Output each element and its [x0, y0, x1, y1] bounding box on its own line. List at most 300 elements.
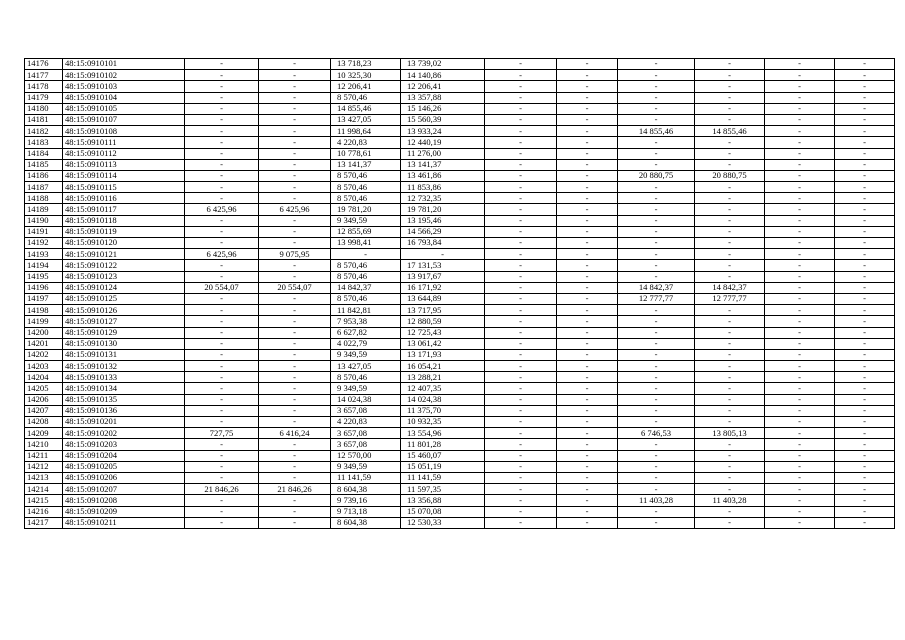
row-number-cell: 14187	[25, 182, 63, 193]
value-col-4-cell: -	[259, 327, 331, 338]
cadastral-number-cell: 48:15:0910102	[63, 70, 185, 81]
value-col-4-cell: -	[259, 338, 331, 349]
value-col-12-cell: -	[835, 383, 895, 394]
cadastral-number-cell: 48:15:0910107	[63, 114, 185, 125]
table-row	[25, 126, 895, 137]
value-col-8-cell: -	[557, 495, 618, 506]
value-col-11-cell: -	[765, 159, 835, 170]
cadastral-number-cell: 48:15:0910118	[63, 215, 185, 226]
value-col-3-cell: -	[185, 495, 259, 506]
value-col-11-cell: -	[765, 506, 835, 517]
cadastral-number-cell: 48:15:0910211	[63, 517, 185, 528]
value-col-12-cell: -	[835, 293, 895, 304]
value-col-8-cell: -	[557, 305, 618, 316]
value-col-5-cell: 3 657,08	[331, 439, 401, 450]
value-col-5-cell: 10 325,30	[331, 70, 401, 81]
value-col-8-cell: -	[557, 372, 618, 383]
cadastral-number-cell: 48:15:0910120	[63, 238, 185, 249]
cadastral-values-table	[24, 58, 895, 529]
value-col-3-cell: -	[185, 327, 259, 338]
value-col-11-cell: -	[765, 114, 835, 125]
value-col-3-cell: -	[185, 159, 259, 170]
row-number-cell: 14204	[25, 372, 63, 383]
table-row	[25, 226, 895, 237]
value-col-6-cell: 14 140,86	[401, 70, 485, 81]
value-col-3-cell: -	[185, 361, 259, 372]
value-col-7-cell: -	[485, 92, 557, 103]
value-col-10-cell: -	[695, 103, 765, 114]
value-col-7-cell: -	[485, 361, 557, 372]
value-col-6-cell: 16 793,84	[401, 238, 485, 249]
row-number-cell: 14217	[25, 517, 63, 528]
value-col-8-cell: -	[557, 249, 618, 260]
value-col-4-cell: -	[259, 103, 331, 114]
value-col-10-cell: -	[695, 215, 765, 226]
value-col-11-cell: -	[765, 472, 835, 483]
value-col-3-cell: -	[185, 293, 259, 304]
value-col-9-cell: -	[618, 137, 695, 148]
value-col-11-cell: -	[765, 305, 835, 316]
value-col-4-cell: -	[259, 92, 331, 103]
value-col-7-cell: -	[485, 238, 557, 249]
value-col-3-cell: -	[185, 338, 259, 349]
value-col-4-cell: -	[259, 372, 331, 383]
value-col-4-cell: -	[259, 405, 331, 416]
value-col-8-cell: -	[557, 81, 618, 92]
value-col-8-cell: -	[557, 338, 618, 349]
value-col-9-cell: -	[618, 182, 695, 193]
value-col-4-cell: -	[259, 461, 331, 472]
value-col-8-cell: -	[557, 349, 618, 360]
value-col-5-cell: 8 570,46	[331, 182, 401, 193]
value-col-11-cell: -	[765, 349, 835, 360]
value-col-9-cell: 14 855,46	[618, 126, 695, 137]
table-row	[25, 271, 895, 282]
value-col-4-cell: -	[259, 126, 331, 137]
value-col-11-cell: -	[765, 92, 835, 103]
value-col-3-cell: -	[185, 383, 259, 394]
value-col-5-cell: 9 349,59	[331, 383, 401, 394]
value-col-10-cell: -	[695, 361, 765, 372]
cadastral-number-cell: 48:15:0910134	[63, 383, 185, 394]
cadastral-number-cell: 48:15:0910135	[63, 394, 185, 405]
row-number-cell: 14212	[25, 461, 63, 472]
value-col-7-cell: -	[485, 204, 557, 215]
value-col-10-cell: 14 842,37	[695, 282, 765, 293]
value-col-11-cell: -	[765, 517, 835, 528]
value-col-4-cell: -	[259, 271, 331, 282]
value-col-4-cell: -	[259, 170, 331, 181]
value-col-6-cell: 12 880,59	[401, 316, 485, 327]
value-col-10-cell: -	[695, 484, 765, 495]
value-col-7-cell: -	[485, 394, 557, 405]
row-number-cell: 14183	[25, 137, 63, 148]
value-col-6-cell: 13 288,21	[401, 372, 485, 383]
value-col-6-cell: 16 054,21	[401, 361, 485, 372]
value-col-9-cell: -	[618, 260, 695, 271]
row-number-cell: 14192	[25, 238, 63, 249]
table-row	[25, 506, 895, 517]
value-col-11-cell: -	[765, 484, 835, 495]
value-col-11-cell: -	[765, 417, 835, 428]
table-row	[25, 305, 895, 316]
value-col-8-cell: -	[557, 327, 618, 338]
cadastral-number-cell: 48:15:0910111	[63, 137, 185, 148]
value-col-6-cell: 13 644,89	[401, 293, 485, 304]
value-col-6-cell: 11 375,70	[401, 405, 485, 416]
value-col-8-cell: -	[557, 271, 618, 282]
value-col-8-cell: -	[557, 517, 618, 528]
value-col-8-cell: -	[557, 70, 618, 81]
cadastral-number-cell: 48:15:0910209	[63, 506, 185, 517]
table-row	[25, 439, 895, 450]
value-col-8-cell: -	[557, 260, 618, 271]
value-col-5-cell: 9 349,59	[331, 215, 401, 226]
value-col-12-cell: -	[835, 305, 895, 316]
value-col-9-cell: -	[618, 338, 695, 349]
value-col-10-cell: 12 777,77	[695, 293, 765, 304]
value-col-5-cell: 8 570,46	[331, 92, 401, 103]
value-col-4-cell: -	[259, 114, 331, 125]
value-col-3-cell: -	[185, 114, 259, 125]
value-col-8-cell: -	[557, 193, 618, 204]
value-col-10-cell: -	[695, 70, 765, 81]
value-col-6-cell: 13 171,93	[401, 349, 485, 360]
value-col-10-cell: -	[695, 114, 765, 125]
value-col-3-cell: -	[185, 170, 259, 181]
table-row	[25, 472, 895, 483]
value-col-9-cell: -	[618, 81, 695, 92]
value-col-6-cell: 13 141,37	[401, 159, 485, 170]
value-col-9-cell: -	[618, 226, 695, 237]
value-col-8-cell: -	[557, 92, 618, 103]
value-col-7-cell: -	[485, 170, 557, 181]
value-col-7-cell: -	[485, 383, 557, 394]
value-col-6-cell: 10 932,35	[401, 417, 485, 428]
value-col-11-cell: -	[765, 461, 835, 472]
table-row	[25, 293, 895, 304]
table-row	[25, 327, 895, 338]
value-col-7-cell: -	[485, 260, 557, 271]
cadastral-number-cell: 48:15:0910101	[63, 59, 185, 70]
value-col-9-cell: -	[618, 204, 695, 215]
value-col-9-cell: -	[618, 461, 695, 472]
value-col-10-cell: -	[695, 226, 765, 237]
value-col-4-cell: -	[259, 417, 331, 428]
value-col-5-cell: 12 570,00	[331, 450, 401, 461]
value-col-9-cell: -	[618, 484, 695, 495]
cadastral-number-cell: 48:15:0910122	[63, 260, 185, 271]
value-col-12-cell: -	[835, 271, 895, 282]
value-col-12-cell: -	[835, 159, 895, 170]
value-col-5-cell: 9 349,59	[331, 461, 401, 472]
value-col-9-cell: -	[618, 70, 695, 81]
row-number-cell: 14195	[25, 271, 63, 282]
value-col-9-cell: -	[618, 316, 695, 327]
value-col-10-cell: -	[695, 517, 765, 528]
value-col-10-cell: -	[695, 327, 765, 338]
value-col-4-cell: -	[259, 439, 331, 450]
table-row	[25, 405, 895, 416]
value-col-10-cell: -	[695, 349, 765, 360]
value-col-11-cell: -	[765, 238, 835, 249]
row-number-cell: 14202	[25, 349, 63, 360]
cadastral-number-cell: 48:15:0910206	[63, 472, 185, 483]
value-col-6-cell: 13 739,02	[401, 59, 485, 70]
value-col-3-cell: -	[185, 81, 259, 92]
value-col-9-cell: -	[618, 148, 695, 159]
row-number-cell: 14176	[25, 59, 63, 70]
value-col-6-cell: 14 566,29	[401, 226, 485, 237]
table-row	[25, 114, 895, 125]
row-number-cell: 14203	[25, 361, 63, 372]
value-col-8-cell: -	[557, 170, 618, 181]
value-col-12-cell: -	[835, 182, 895, 193]
value-col-4-cell: -	[259, 81, 331, 92]
value-col-3-cell: 727,75	[185, 428, 259, 439]
value-col-9-cell: -	[618, 114, 695, 125]
row-number-cell: 14190	[25, 215, 63, 226]
value-col-6-cell: 11 141,59	[401, 472, 485, 483]
cadastral-number-cell: 48:15:0910112	[63, 148, 185, 159]
value-col-11-cell: -	[765, 327, 835, 338]
value-col-5-cell: 13 427,05	[331, 361, 401, 372]
value-col-4-cell: -	[259, 305, 331, 316]
value-col-5-cell: 8 570,46	[331, 372, 401, 383]
value-col-7-cell: -	[485, 506, 557, 517]
row-number-cell: 14211	[25, 450, 63, 461]
value-col-8-cell: -	[557, 506, 618, 517]
value-col-7-cell: -	[485, 517, 557, 528]
value-col-9-cell: 11 403,28	[618, 495, 695, 506]
value-col-5-cell: 4 220,83	[331, 137, 401, 148]
value-col-5-cell: 8 570,46	[331, 293, 401, 304]
value-col-5-cell: 13 718,23	[331, 59, 401, 70]
value-col-6-cell: 12 725,43	[401, 327, 485, 338]
value-col-5-cell: 14 024,38	[331, 394, 401, 405]
value-col-9-cell: -	[618, 271, 695, 282]
cadastral-number-cell: 48:15:0910126	[63, 305, 185, 316]
cadastral-number-cell: 48:15:0910124	[63, 282, 185, 293]
value-col-8-cell: -	[557, 394, 618, 405]
value-col-5-cell: 11 842,81	[331, 305, 401, 316]
cadastral-number-cell: 48:15:0910129	[63, 327, 185, 338]
value-col-10-cell: -	[695, 159, 765, 170]
value-col-11-cell: -	[765, 59, 835, 70]
value-col-11-cell: -	[765, 193, 835, 204]
value-col-9-cell: -	[618, 372, 695, 383]
value-col-4-cell: -	[259, 506, 331, 517]
value-col-12-cell: -	[835, 472, 895, 483]
value-col-12-cell: -	[835, 394, 895, 405]
value-col-11-cell: -	[765, 372, 835, 383]
cadastral-number-cell: 48:15:0910204	[63, 450, 185, 461]
value-col-6-cell: -	[401, 249, 485, 260]
table-row	[25, 428, 895, 439]
value-col-6-cell: 13 554,96	[401, 428, 485, 439]
value-col-4-cell: -	[259, 316, 331, 327]
value-col-9-cell: -	[618, 103, 695, 114]
value-col-11-cell: -	[765, 70, 835, 81]
value-col-9-cell: -	[618, 92, 695, 103]
value-col-7-cell: -	[485, 349, 557, 360]
value-col-6-cell: 17 131,53	[401, 260, 485, 271]
row-number-cell: 14193	[25, 249, 63, 260]
value-col-8-cell: -	[557, 114, 618, 125]
value-col-3-cell: -	[185, 394, 259, 405]
table-row	[25, 517, 895, 528]
table-row	[25, 137, 895, 148]
data-sheet	[24, 58, 895, 529]
value-col-6-cell: 11 853,86	[401, 182, 485, 193]
table-row	[25, 260, 895, 271]
row-number-cell: 14196	[25, 282, 63, 293]
value-col-10-cell: 13 805,13	[695, 428, 765, 439]
value-col-12-cell: -	[835, 417, 895, 428]
table-body	[25, 59, 895, 529]
value-col-10-cell: 11 403,28	[695, 495, 765, 506]
cadastral-number-cell: 48:15:0910131	[63, 349, 185, 360]
value-col-9-cell: -	[618, 193, 695, 204]
value-col-5-cell: 8 570,46	[331, 271, 401, 282]
value-col-5-cell: 8 604,38	[331, 517, 401, 528]
value-col-8-cell: -	[557, 59, 618, 70]
value-col-9-cell: -	[618, 517, 695, 528]
value-col-10-cell: -	[695, 182, 765, 193]
value-col-9-cell: 14 842,37	[618, 282, 695, 293]
value-col-5-cell: 11 998,64	[331, 126, 401, 137]
table-row	[25, 170, 895, 181]
value-col-10-cell: -	[695, 506, 765, 517]
value-col-3-cell: -	[185, 260, 259, 271]
value-col-4-cell: -	[259, 361, 331, 372]
value-col-3-cell: -	[185, 92, 259, 103]
row-number-cell: 14184	[25, 148, 63, 159]
row-number-cell: 14189	[25, 204, 63, 215]
value-col-11-cell: -	[765, 215, 835, 226]
value-col-9-cell: -	[618, 215, 695, 226]
value-col-12-cell: -	[835, 92, 895, 103]
table-row	[25, 461, 895, 472]
value-col-6-cell: 13 461,86	[401, 170, 485, 181]
value-col-4-cell: 9 075,95	[259, 249, 331, 260]
value-col-9-cell: -	[618, 305, 695, 316]
value-col-5-cell: 14 855,46	[331, 103, 401, 114]
table-row	[25, 495, 895, 506]
value-col-9-cell: -	[618, 472, 695, 483]
value-col-5-cell: 12 206,41	[331, 81, 401, 92]
value-col-3-cell: -	[185, 103, 259, 114]
cadastral-number-cell: 48:15:0910117	[63, 204, 185, 215]
value-col-12-cell: -	[835, 428, 895, 439]
row-number-cell: 14181	[25, 114, 63, 125]
value-col-10-cell: -	[695, 461, 765, 472]
value-col-8-cell: -	[557, 182, 618, 193]
value-col-10-cell: -	[695, 193, 765, 204]
value-col-4-cell: -	[259, 238, 331, 249]
value-col-11-cell: -	[765, 271, 835, 282]
value-col-12-cell: -	[835, 327, 895, 338]
value-col-12-cell: -	[835, 260, 895, 271]
value-col-6-cell: 15 051,19	[401, 461, 485, 472]
value-col-12-cell: -	[835, 59, 895, 70]
row-number-cell: 14213	[25, 472, 63, 483]
table-row	[25, 249, 895, 260]
value-col-4-cell: -	[259, 517, 331, 528]
value-col-5-cell: 3 657,08	[331, 428, 401, 439]
value-col-7-cell: -	[485, 114, 557, 125]
value-col-6-cell: 12 407,35	[401, 383, 485, 394]
row-number-cell: 14200	[25, 327, 63, 338]
value-col-4-cell: 20 554,07	[259, 282, 331, 293]
value-col-7-cell: -	[485, 193, 557, 204]
value-col-10-cell: -	[695, 383, 765, 394]
cadastral-number-cell: 48:15:0910208	[63, 495, 185, 506]
value-col-7-cell: -	[485, 103, 557, 114]
value-col-11-cell: -	[765, 226, 835, 237]
table-row	[25, 417, 895, 428]
value-col-8-cell: -	[557, 461, 618, 472]
value-col-4-cell: -	[259, 260, 331, 271]
value-col-7-cell: -	[485, 327, 557, 338]
table-row	[25, 383, 895, 394]
value-col-12-cell: -	[835, 282, 895, 293]
value-col-5-cell: 13 141,37	[331, 159, 401, 170]
row-number-cell: 14207	[25, 405, 63, 416]
value-col-6-cell: 13 717,95	[401, 305, 485, 316]
value-col-10-cell: -	[695, 305, 765, 316]
value-col-6-cell: 15 560,39	[401, 114, 485, 125]
row-number-cell: 14191	[25, 226, 63, 237]
value-col-3-cell: -	[185, 226, 259, 237]
row-number-cell: 14178	[25, 81, 63, 92]
value-col-12-cell: -	[835, 450, 895, 461]
value-col-9-cell: -	[618, 327, 695, 338]
value-col-7-cell: -	[485, 495, 557, 506]
value-col-5-cell: 12 855,69	[331, 226, 401, 237]
row-number-cell: 14206	[25, 394, 63, 405]
value-col-4-cell: -	[259, 394, 331, 405]
value-col-11-cell: -	[765, 260, 835, 271]
value-col-4-cell: -	[259, 226, 331, 237]
value-col-9-cell: -	[618, 59, 695, 70]
value-col-6-cell: 11 597,35	[401, 484, 485, 495]
value-col-4-cell: -	[259, 450, 331, 461]
value-col-9-cell: -	[618, 439, 695, 450]
value-col-11-cell: -	[765, 170, 835, 181]
value-col-3-cell: -	[185, 70, 259, 81]
value-col-3-cell: -	[185, 316, 259, 327]
value-col-11-cell: -	[765, 383, 835, 394]
row-number-cell: 14208	[25, 417, 63, 428]
value-col-4-cell: -	[259, 215, 331, 226]
cadastral-number-cell: 48:15:0910108	[63, 126, 185, 137]
value-col-10-cell: -	[695, 450, 765, 461]
value-col-6-cell: 13 917,67	[401, 271, 485, 282]
value-col-7-cell: -	[485, 338, 557, 349]
value-col-3-cell: -	[185, 472, 259, 483]
value-col-11-cell: -	[765, 495, 835, 506]
row-number-cell: 14214	[25, 484, 63, 495]
value-col-10-cell: -	[695, 92, 765, 103]
value-col-9-cell: -	[618, 238, 695, 249]
value-col-7-cell: -	[485, 450, 557, 461]
value-col-7-cell: -	[485, 439, 557, 450]
value-col-12-cell: -	[835, 506, 895, 517]
cadastral-number-cell: 48:15:0910116	[63, 193, 185, 204]
cadastral-number-cell: 48:15:0910119	[63, 226, 185, 237]
value-col-4-cell: -	[259, 182, 331, 193]
